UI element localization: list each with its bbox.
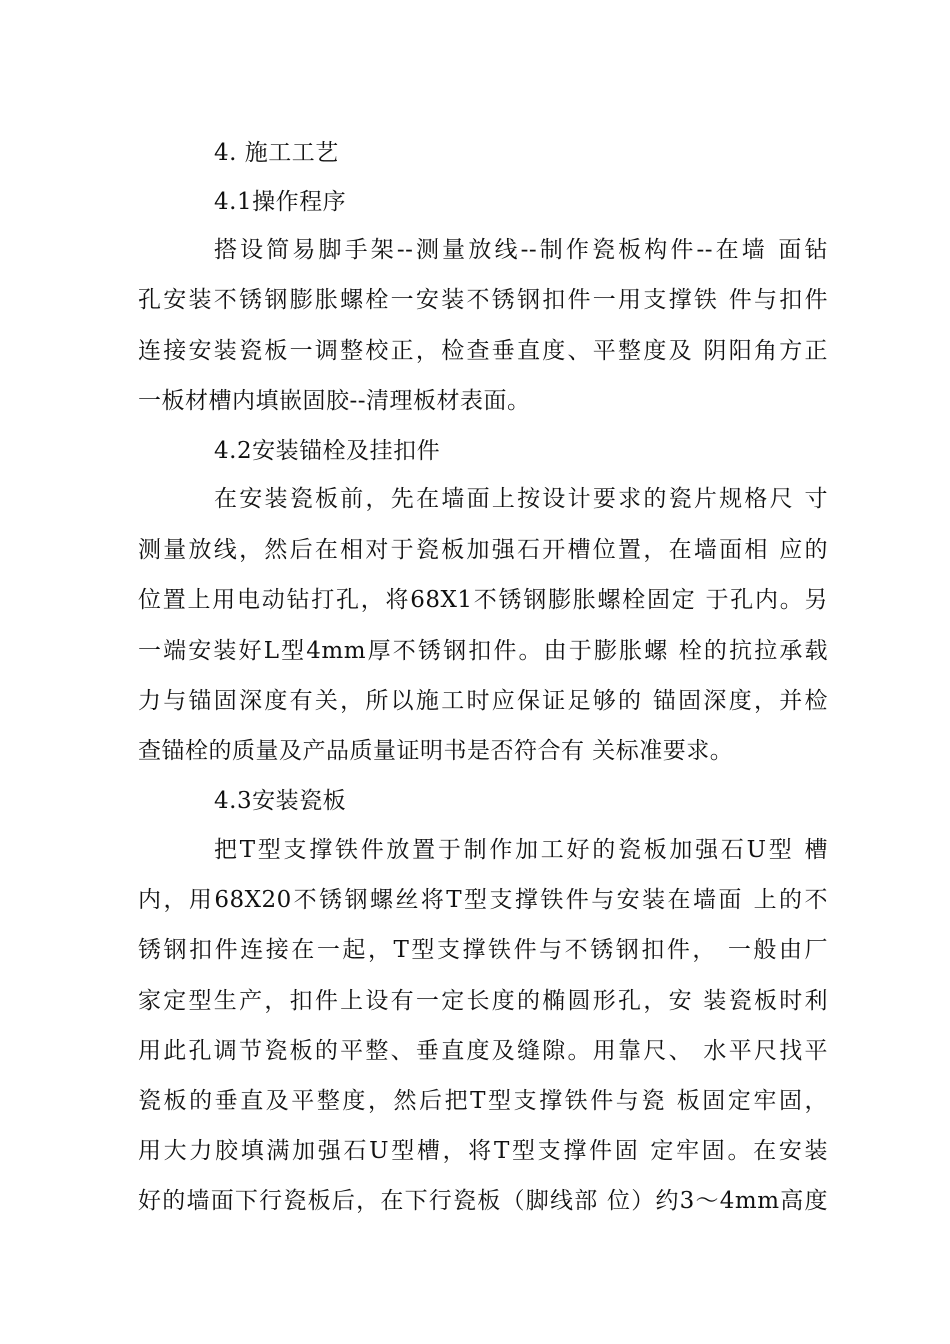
paragraph-line: 力与锚固深度有关，所以施工时应保证足够的 锚固深度，并检 bbox=[138, 688, 828, 714]
section-title: 4. 施工工艺 bbox=[214, 140, 339, 166]
subsection-heading-4-3: 4.3安装瓷板 bbox=[214, 788, 347, 814]
paragraph-line: 搭设简易脚手架--测量放线--制作瓷板构件--在墙 面钻 bbox=[214, 237, 828, 263]
paragraph-line: 用此孔调节瓷板的平整、垂直度及缝隙。用靠尺、 水平尺找平 bbox=[138, 1038, 828, 1064]
paragraph-line: 家定型生产，扣件上设有一定长度的椭圆形孔，安 装瓷板时利 bbox=[138, 988, 828, 1014]
paragraph-line: 把T型支撑铁件放置于制作加工好的瓷板加强石U型 槽 bbox=[214, 837, 828, 863]
paragraph-line: 瓷板的垂直及平整度，然后把T型支撑铁件与瓷 板固定牢固， bbox=[138, 1088, 828, 1114]
paragraph-line: 位置上用电动钻打孔，将68X1不锈钢膨胀螺栓固定 于孔内。另 bbox=[138, 587, 828, 613]
paragraph-line: 在安装瓷板前，先在墙面上按设计要求的瓷片规格尺 寸 bbox=[214, 486, 828, 512]
paragraph-line: 内，用68X20不锈钢螺丝将T型支撑铁件与安装在墙面 上的不 bbox=[138, 887, 828, 913]
subsection-heading-4-1: 4.1操作程序 bbox=[214, 189, 347, 215]
paragraph-line: 锈钢扣件连接在一起，T型支撑铁件与不锈钢扣件， 一般由厂 bbox=[138, 937, 828, 963]
paragraph-line: 好的墙面下行瓷板后，在下行瓷板（脚线部 位）约3〜4mm高度 bbox=[138, 1188, 828, 1214]
paragraph-line: 孔安装不锈钢膨胀螺栓一安装不锈钢扣件一用支撑铁 件与扣件 bbox=[138, 287, 828, 313]
paragraph-line: 连接安装瓷板一调整校正，检查垂直度、平整度及 阴阳角方正 bbox=[138, 338, 828, 364]
subsection-heading-4-2: 4.2安装锚栓及挂扣件 bbox=[214, 438, 441, 464]
paragraph-line: 测量放线，然后在相对于瓷板加强石开槽位置，在墙面相 应的 bbox=[138, 537, 828, 563]
paragraph-line: 用大力胶填满加强石U型槽，将T型支撑件固 定牢固。在安装 bbox=[138, 1138, 828, 1164]
paragraph-line: 查锚栓的质量及产品质量证明书是否符合有 关标准要求。 bbox=[138, 738, 734, 764]
paragraph-line: 一端安装好L型4mm厚不锈钢扣件。由于膨胀螺 栓的抗拉承载 bbox=[138, 638, 828, 664]
paragraph-line: 一板材槽内填嵌固胶--清理板材表面。 bbox=[138, 388, 531, 414]
